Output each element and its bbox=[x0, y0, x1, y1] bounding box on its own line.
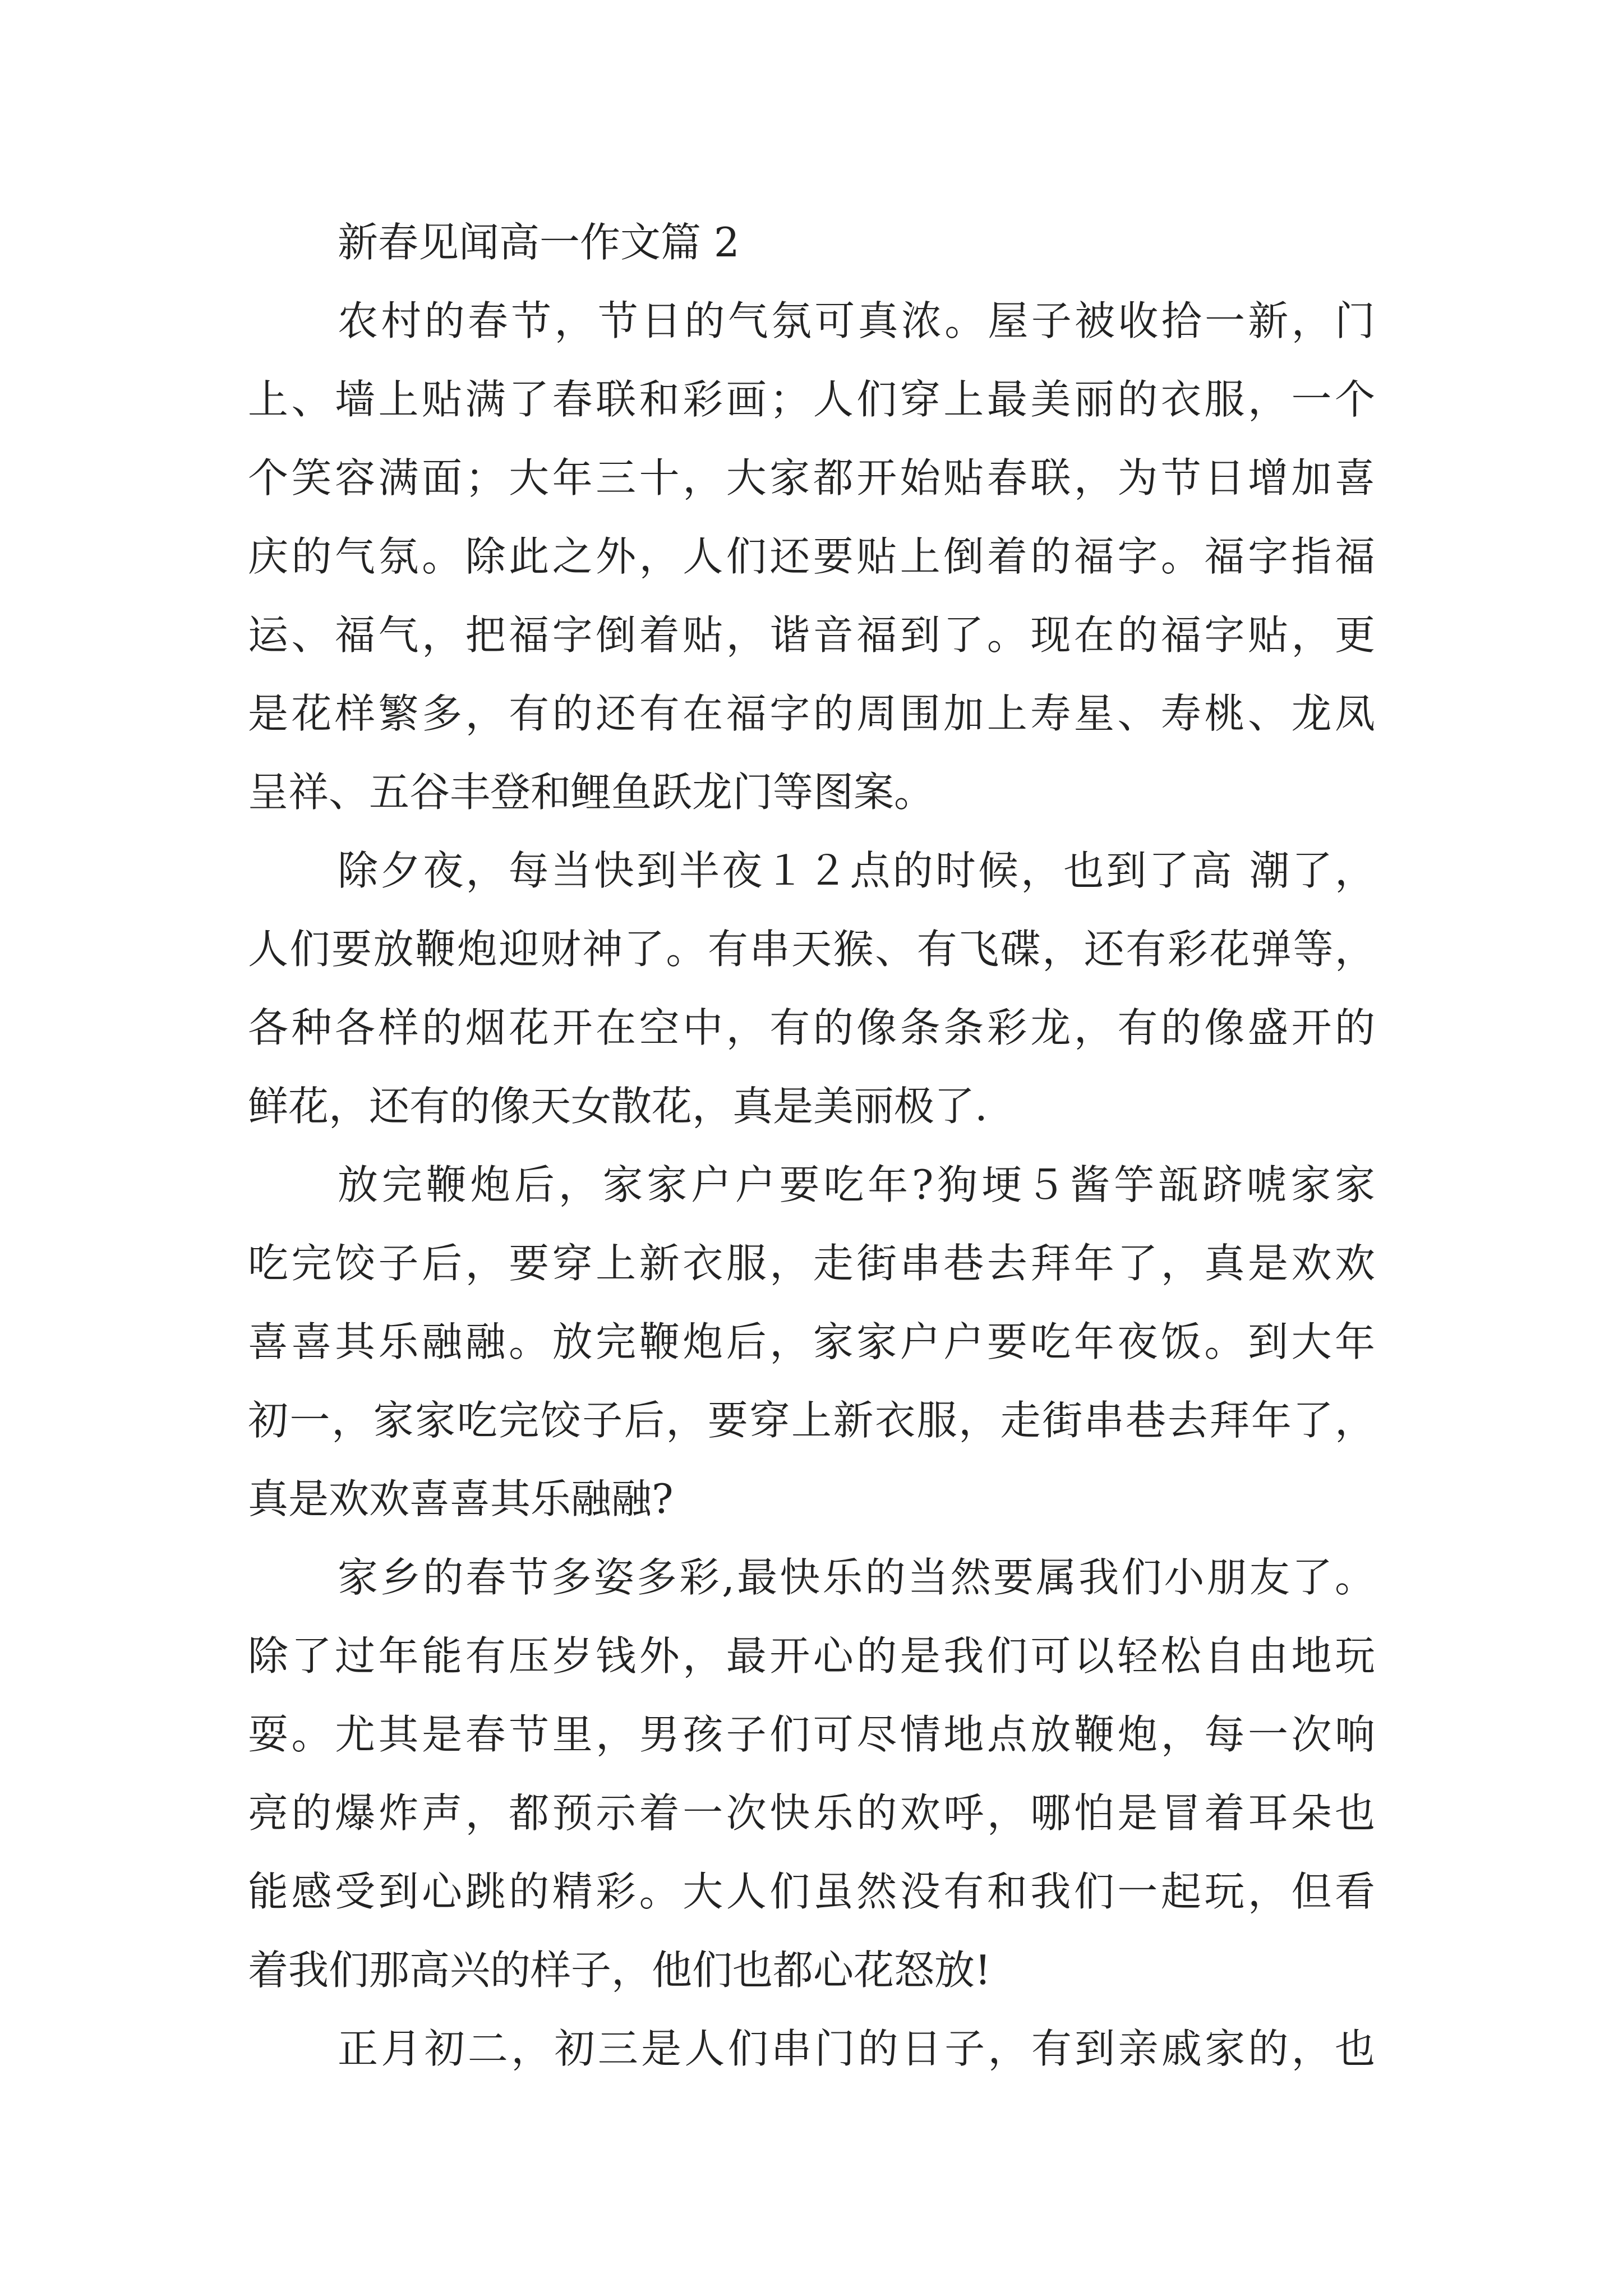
paragraph-line: 正月初二，初三是人们串门的日子，有到亲戚家的，也 bbox=[338, 2025, 1375, 2072]
paragraph-line: 农村的春节，节日的气氛可真浓。屋子被收拾一新，门 bbox=[338, 297, 1375, 344]
paragraph-line: 上、墙上贴满了春联和彩画；人们穿上最美丽的衣服，一个 bbox=[248, 376, 1375, 423]
paragraph-line: 真是欢欢喜喜其乐融融? bbox=[248, 1475, 674, 1522]
paragraph-line: 鲜花，还有的像天女散花，真是美丽极了. bbox=[248, 1083, 988, 1130]
paragraph-line: 能感受到心跳的精彩。大人们虽然没有和我们一起玩，但看 bbox=[248, 1868, 1375, 1915]
paragraph-line: 吃完饺子后，要穿上新衣服，走街串巷去拜年了，真是欢欢 bbox=[248, 1240, 1375, 1287]
paragraph-line: 放完鞭炮后，家家户户要吃年?狗埂５酱竽瓿跻唬家家 bbox=[338, 1161, 1375, 1208]
paragraph-line: 除了过年能有压岁钱外，最开心的是我们可以轻松自由地玩 bbox=[248, 1632, 1375, 1680]
paragraph-line: 喜喜其乐融融。放完鞭炮后，家家户户要吃年夜饭。到大年 bbox=[248, 1318, 1375, 1365]
paragraph-line: 着我们那高兴的样子，他们也都心花怒放! bbox=[248, 1947, 991, 1994]
paragraph-line: 个笑容满面；大年三十，大家都开始贴春联，为节日增加喜 bbox=[248, 454, 1375, 501]
document-title: 新春见闻高一作文篇 2 bbox=[338, 219, 740, 266]
paragraph-line: 人们要放鞭炮迎财神了。有串天猴、有飞碟，还有彩花弹等， bbox=[248, 926, 1375, 973]
paragraph-line: 运、福气，把福字倒着贴，谐音福到了。现在的福字贴，更 bbox=[248, 611, 1375, 659]
paragraph-line: 是花样繁多，有的还有在福字的周围加上寿星、寿桃、龙凤 bbox=[248, 690, 1375, 737]
paragraph-line: 除夕夜，每当快到半夜１２点的时候，也到了高 潮了， bbox=[338, 847, 1375, 894]
paragraph-5 bbox=[248, 2009, 1375, 2088]
paragraph-line: 各种各样的烟花开在空中，有的像条条彩龙，有的像盛开的 bbox=[248, 1004, 1375, 1051]
paragraph-line: 耍。尤其是春节里，男孩子们可尽情地点放鞭炮，每一次响 bbox=[248, 1711, 1375, 1758]
document-body bbox=[248, 203, 1375, 2088]
paragraph-line: 亮的爆炸声，都预示着一次快乐的欢呼，哪怕是冒着耳朵也 bbox=[248, 1789, 1375, 1837]
paragraph-4 bbox=[248, 1538, 1375, 2009]
paragraph-line: 初一，家家吃完饺子后，要穿上新衣服，走街串巷去拜年了， bbox=[248, 1397, 1375, 1444]
paragraph-line: 家乡的春节多姿多彩,最快乐的当然要属我们小朋友了。 bbox=[338, 1554, 1375, 1601]
paragraph-3 bbox=[248, 1145, 1375, 1538]
paragraph-line: 呈祥、五谷丰登和鲤鱼跃龙门等图案。 bbox=[248, 769, 935, 816]
paragraph-1 bbox=[248, 282, 1375, 831]
paragraph-2 bbox=[248, 831, 1375, 1145]
paragraph-line: 庆的气氛。除此之外，人们还要贴上倒着的福字。福字指福 bbox=[248, 533, 1375, 580]
